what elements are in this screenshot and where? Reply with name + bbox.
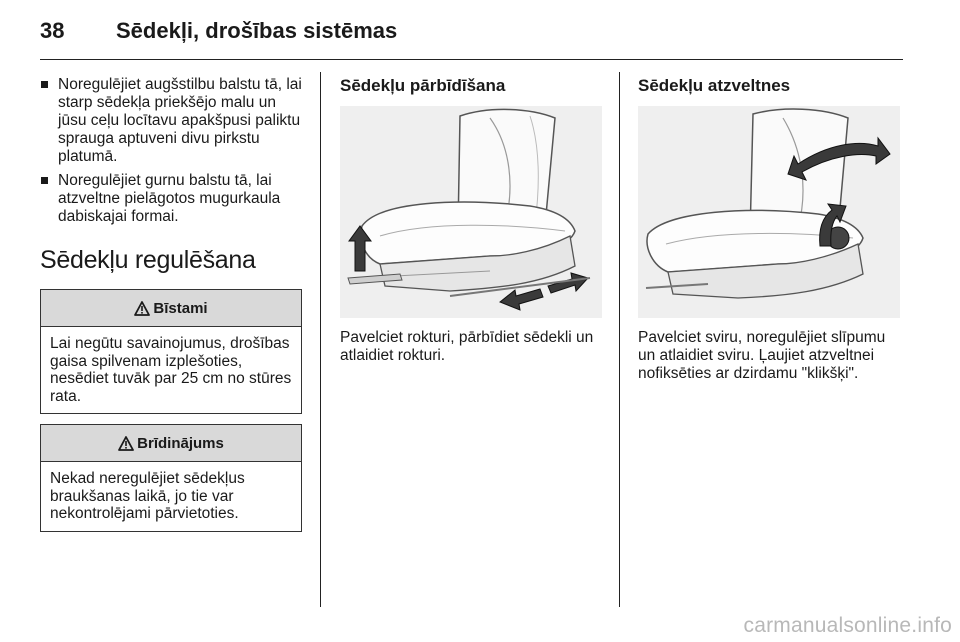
column-3 bbox=[638, 76, 900, 383]
header-divider bbox=[40, 59, 903, 60]
backrest-drawing bbox=[638, 106, 900, 318]
column-divider-1 bbox=[320, 72, 321, 607]
warning-triangle-icon bbox=[134, 301, 150, 316]
notice-body: Nekad neregulējiet sēdekļus braukšanas laikā, jo tie var nekontrolējami pārvietoties. bbox=[50, 470, 245, 522]
figure-caption: Pavelciet rokturi, pārbīdiet sēdekli un atlaidiet rokturi. bbox=[340, 329, 594, 364]
warning-triangle-icon bbox=[118, 436, 134, 451]
column-divider-2 bbox=[619, 72, 620, 607]
bullet-item: Noregulējiet augšstilbu balstu tā, lai starp sēdekļa priekšējo malu un jūsu ceļu locītavu apakšpusi paliktu sprauga aptuveni divu pirkstu platumā. bbox=[40, 76, 302, 166]
sub-heading: Sēdekļu atzveltnes bbox=[638, 76, 791, 95]
seat-slide-drawing bbox=[340, 106, 602, 318]
page-number: 38 bbox=[40, 18, 65, 43]
page-title: Sēdekļi, drošības sistēmas bbox=[116, 18, 398, 43]
bullet-list bbox=[40, 76, 302, 226]
column-2 bbox=[340, 76, 602, 365]
backrest-illustration bbox=[638, 106, 900, 318]
notice-header bbox=[41, 290, 301, 327]
figure-caption: Pavelciet sviru, noregulējiet slīpumu un atlaidiet sviru. Ļaujiet atzveltnei nofiksēties ar dzirdamu "klikšķi". bbox=[638, 329, 886, 382]
notice-header bbox=[41, 425, 301, 462]
column-1 bbox=[40, 76, 302, 542]
bullet-item: Noregulējiet gurnu balstu tā, lai atzveltne pielāgotos mugurkaula dabiskajai formai. bbox=[40, 172, 302, 226]
watermark: carmanualsonline.info bbox=[743, 614, 952, 637]
warning-notice bbox=[40, 424, 302, 532]
page-header bbox=[40, 18, 920, 48]
sub-heading: Sēdekļu pārbīdīšana bbox=[340, 76, 506, 95]
seat-slide-illustration bbox=[340, 106, 602, 318]
notice-title: Brīdinājums bbox=[137, 434, 224, 452]
danger-notice bbox=[40, 289, 302, 414]
section-heading: Sēdekļu regulēšana bbox=[40, 246, 256, 274]
notice-title: Bīstami bbox=[153, 299, 208, 317]
notice-body: Lai negūtu savainojumus, drošības gaisa spilvenam izplešoties, nesēdiet tuvāk par 25 cm no stūres rata. bbox=[50, 335, 292, 405]
